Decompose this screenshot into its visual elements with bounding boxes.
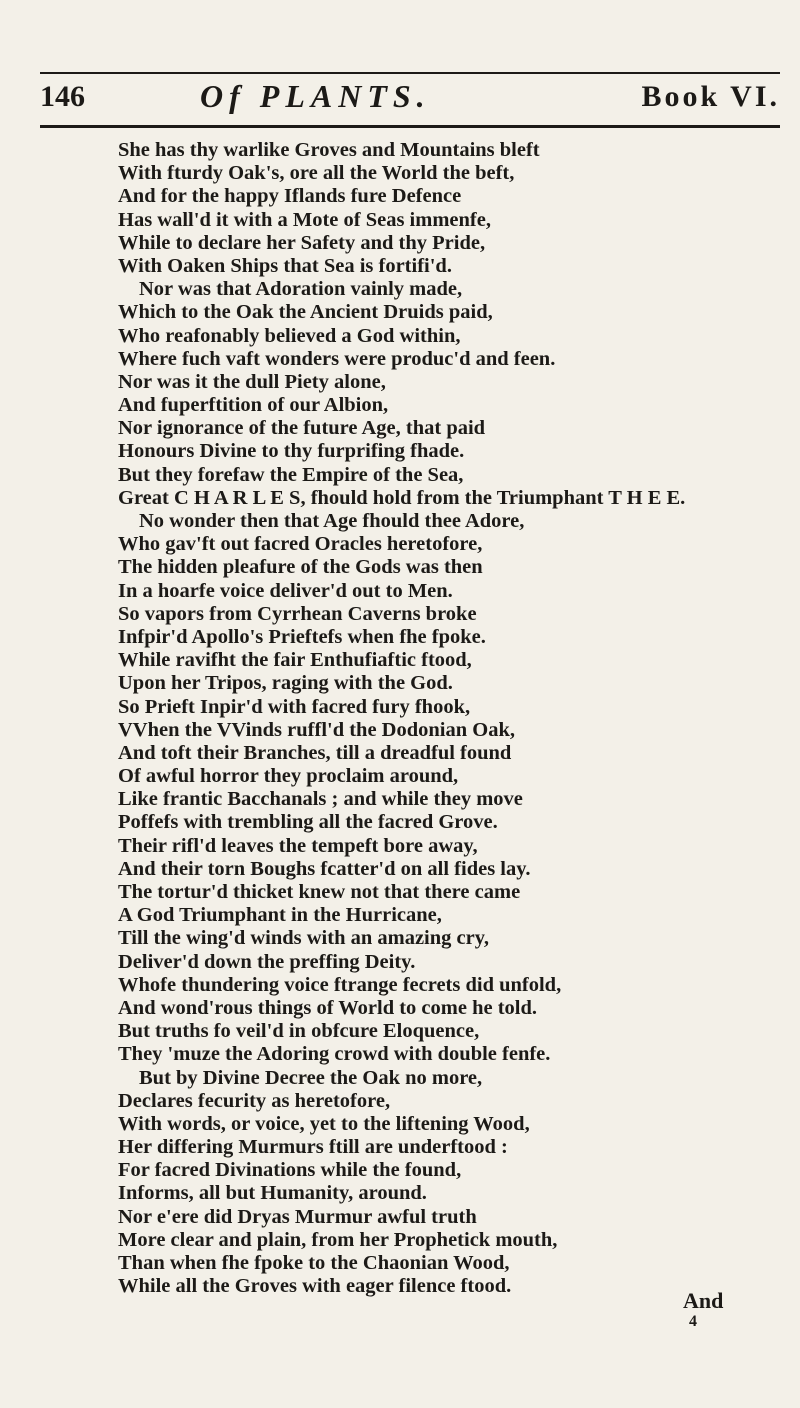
poem-line: VVhen the VVinds ruffl'd the Dodonian Oak, <box>118 718 515 741</box>
poem-line: Their rifl'd leaves the tempeft bore away, <box>118 834 478 857</box>
poem-line: A God Triumphant in the Hurricane, <box>118 904 442 927</box>
poem-line: For facred Divinations while the found, <box>118 1159 462 1182</box>
poem-line: Deliver'd down the preffing Deity. <box>118 950 416 973</box>
poem-line: Honours Divine to thy furprifing fhade. <box>118 440 465 463</box>
poem-line: Of awful horror they proclaim around, <box>118 765 459 788</box>
poem-line: She has thy warlike Groves and Mountains bleft <box>118 139 540 161</box>
poem-line: Till the wing'd winds with an amazing cry, <box>118 927 489 950</box>
book-label: Book VI. <box>641 80 780 113</box>
header-rule-bottom <box>40 125 780 128</box>
poem-line: And toft their Branches, till a dreadful found <box>118 741 512 764</box>
poem-line: Like frantic Bacchanals ; and while they move <box>118 788 523 811</box>
poem-line: Nor was it the dull Piety alone, <box>118 370 386 393</box>
poem-line: Where fuch vaft wonders were produc'd and feen. <box>118 347 556 370</box>
poem-line: While ravifht the fair Enthufiaftic ftood, <box>118 649 472 672</box>
poem-line: So vapors from Cyrrhean Caverns broke <box>118 602 477 625</box>
poem-line: But they forefaw the Empire of the Sea, <box>118 463 464 486</box>
poem-line: And for the happy Iflands fure Defence <box>118 185 462 208</box>
poem-line: No wonder then that Age fhould thee Adore, <box>139 510 525 532</box>
poem-line: Her differing Murmurs ftill are underftood : <box>118 1136 508 1159</box>
poem-body <box>118 139 778 1298</box>
poem-line: Who reafonably believed a God within, <box>118 324 461 347</box>
poem-line: The hidden pleafure of the Gods was then <box>118 556 483 579</box>
poem-line: But by Divine Decree the Oak no more, <box>139 1066 483 1089</box>
poem-line: While to declare her Safety and thy Pride, <box>118 231 486 254</box>
poem-line: And their torn Boughs fcatter'd on all fides lay. <box>118 857 531 880</box>
running-header <box>40 78 780 122</box>
running-title: Of PLANTS. <box>200 78 431 114</box>
poem-line: Declares fecurity as heretofore, <box>118 1089 391 1112</box>
poem-line: Poffefs with trembling all the facred Grove. <box>118 811 498 834</box>
signature-mark: 4 <box>689 1313 697 1330</box>
poem-line: The tortur'd thicket knew not that there came <box>118 881 521 903</box>
poem-line: Informs, all but Humanity, around. <box>118 1182 427 1205</box>
poem-line: With Oaken Ships that Sea is fortifi'd. <box>118 254 452 277</box>
poem-line: Upon her Tripos, raging with the God. <box>118 672 453 695</box>
poem-line: And fuperftition of our Albion, <box>118 394 389 417</box>
poem-line: Great C H A R L E S, fhould hold from the Triumphant T H E E. <box>118 486 686 509</box>
poem-line: Infpir'd Apollo's Prieftefs when fhe fpoke. <box>118 625 486 648</box>
poem-line: With fturdy Oak's, ore all the World the beft, <box>118 162 515 185</box>
catchword: And <box>683 1288 724 1313</box>
poem-line: Which to the Oak the Ancient Druids paid, <box>118 301 493 324</box>
poem-line: Whofe thundering voice ftrange fecrets did unfold, <box>118 973 562 996</box>
header-rule-top <box>40 72 780 74</box>
poem-line: They 'muze the Adoring crowd with double fenfe. <box>118 1043 551 1066</box>
poem-line: Nor e'ere did Dryas Murmur awful truth <box>118 1205 477 1228</box>
poem-line: Than when fhe fpoke to the Chaonian Wood, <box>118 1252 510 1274</box>
page-number: 146 <box>40 80 85 113</box>
poem-line: Nor ignorance of the future Age, that paid <box>118 417 486 440</box>
poem-line: With words, or voice, yet to the liftening Wood, <box>118 1112 530 1135</box>
poem-line: But truths fo veil'd in obfcure Eloquence, <box>118 1020 480 1043</box>
poem-line: In a hoarfe voice deliver'd out to Men. <box>118 579 453 602</box>
poem-line: More clear and plain, from her Prophetick mouth, <box>118 1228 558 1251</box>
poem-line: Has wall'd it with a Mote of Seas immenfe, <box>118 208 491 231</box>
poem-line: And wond'rous things of World to come he told. <box>118 996 537 1019</box>
poem-line: So Prieft Inpir'd with facred fury fhook, <box>118 695 471 718</box>
poem-line: While all the Groves with eager filence ftood. <box>118 1275 512 1298</box>
poem-line: Nor was that Adoration vainly made, <box>139 278 463 301</box>
poem-line: Who gav'ft out facred Oracles heretofore, <box>118 533 483 556</box>
